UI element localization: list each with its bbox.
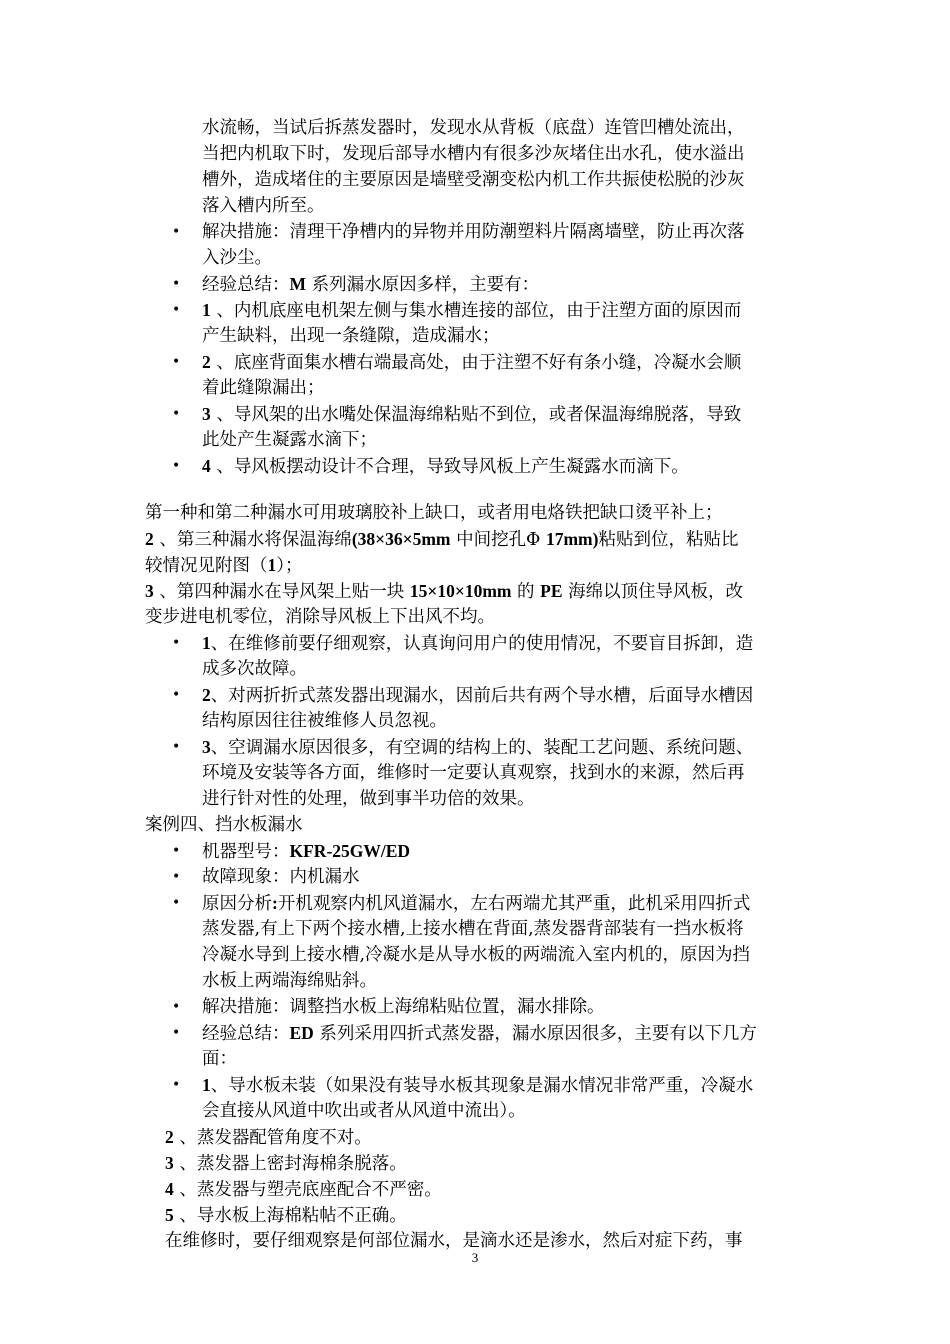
text-line: 2 、蒸发器配管角度不对。 [165,1127,372,1148]
bullet-marker: • [172,739,181,755]
text-line: 在维修时，要仔细观察是何部位漏水，是滴水还是渗水，然后对症下药，事 [165,1231,743,1251]
bullet-marker: • [172,458,181,474]
bullet-marker: • [172,869,181,885]
text-line: 当把内机取下时，发现后部导水槽内有很多沙灰堵住出水孔，使水溢出 [202,144,745,164]
text-line: 冷凝水导到上接水槽,冷凝水是从导水板的两端流入室内机的，原因为挡 [202,945,751,965]
text-line: 3 、第四种漏水在导风架上贴一块 15×10×10mm 的 PE 海绵以顶住导风板，改 [145,581,744,602]
text-line: 3、空调漏水原因很多，有空调的结构上的、装配工艺问题、系统问题、 [202,737,754,758]
text-line: 1、在维修前要仔细观察，认真询问用户的使用情况，不要盲目拆卸，造 [202,633,754,654]
text-line: 槽外，造成堵住的主要原因是墙壁受潮变松内机工作共振使松脱的沙灰 [202,170,745,190]
text-line: 1 、内机底座电机架左侧与集水槽连接的部位，由于注塑方面的原因而 [202,300,742,321]
text-line: 2、对两折折式蒸发器出现漏水，因前后共有两个导水槽，后面导水槽因 [202,685,754,706]
bullet-marker: • [172,302,181,318]
text-line: 水流畅，当试后拆蒸发器时，发现水从背板（底盘）连管凹槽处流出， [202,118,745,138]
bullet-marker: • [172,224,181,240]
bullet-marker: • [172,406,181,422]
text-line: 3 、蒸发器上密封海棉条脱落。 [165,1153,407,1174]
bullet-marker: • [172,354,181,370]
text-line: 较情况见附图（1）； [145,555,303,576]
text-line: 经验总结：M 系列漏水原因多样，主要有： [202,274,540,295]
bullet-marker: • [172,895,181,911]
text-line: 蒸发器,有上下两个接水槽,上接水槽在背面,蒸发器背部装有一挡水板将 [202,919,744,939]
text-line: 原因分析:开机观察内机风道漏水，左右两端尤其严重，此机采用四折式 [202,893,751,914]
text-line: 着此缝隙漏出； [202,378,325,398]
text-line: 2 、底座背面集水槽右端最高处，由于注塑不好有条小缝，冷凝水会顺 [202,352,742,373]
text-line: 落入槽内所至。 [202,196,325,216]
text-line: 会直接从风道中吹出或者从风道中流出）。 [202,1101,526,1121]
text-line: 第一种和第二种漏水可用玻璃胶补上缺口，或者用电烙铁把缺口烫平补上； [145,503,723,523]
text-line: 4 、导风板摆动设计不合理，导致导风板上产生凝露水而滴下。 [202,456,689,477]
text-line: 经验总结：ED 系列采用四折式蒸发器，漏水原因很多，主要有以下几方 [202,1023,757,1044]
text-line: 环境及安装等各方面，维修时一定要认真观察，找到水的来源，然后再 [202,763,745,783]
bullet-marker: • [172,635,181,651]
text-line: 2 、第三种漏水将保温海绵(38×36×5mm 中间挖孔Φ 17mm)粘贴到位，粘贴比 [145,529,739,550]
page-number: 3 [471,1250,479,1265]
text-line: 入沙尘。 [202,248,272,268]
text-line: 4 、蒸发器与塑壳底座配合不严密。 [165,1179,442,1200]
text-line: 面： [202,1049,237,1069]
bullet-marker: • [172,276,181,292]
text-line: 故障现象：内机漏水 [202,867,360,887]
bullet-marker: • [172,1077,181,1093]
text-line: 结构原因往往被维修人员忽视。 [202,711,447,731]
text-line: 成多次故障。 [202,659,307,679]
text-line: 案例四、挡水板漏水 [145,815,303,835]
bullet-marker: • [172,843,181,859]
bullet-marker: • [172,1025,181,1041]
text-line: 3 、导风架的出水嘴处保温海绵粘贴不到位，或者保温海绵脱落，导致 [202,404,742,425]
text-line: 机器型号：KFR-25GW/ED [202,841,411,862]
text-line: 5 、导水板上海棉粘帖不正确。 [165,1205,407,1226]
text-line: 产生缺料，出现一条缝隙，造成漏水； [202,326,500,346]
text-line: 解决措施：调整挡水板上海绵粘贴位置，漏水排除。 [202,997,605,1017]
text-line: 进行针对性的处理，做到事半功倍的效果。 [202,789,535,809]
text-line: 解决措施：清理干净槽内的异物并用防潮塑料片隔离墙壁，防止再次落 [202,222,745,242]
text-line: 此处产生凝露水滴下； [202,430,377,450]
text-line: 变步进电机零位，消除导风板上下出风不均。 [145,607,495,627]
bullet-marker: • [172,687,181,703]
text-line: 水板上两端海绵贴斜。 [202,971,377,991]
bullet-marker: • [172,999,181,1015]
text-line: 1、导水板未装（如果没有装导水板其现象是漏水情况非常严重，冷凝水 [202,1075,754,1096]
